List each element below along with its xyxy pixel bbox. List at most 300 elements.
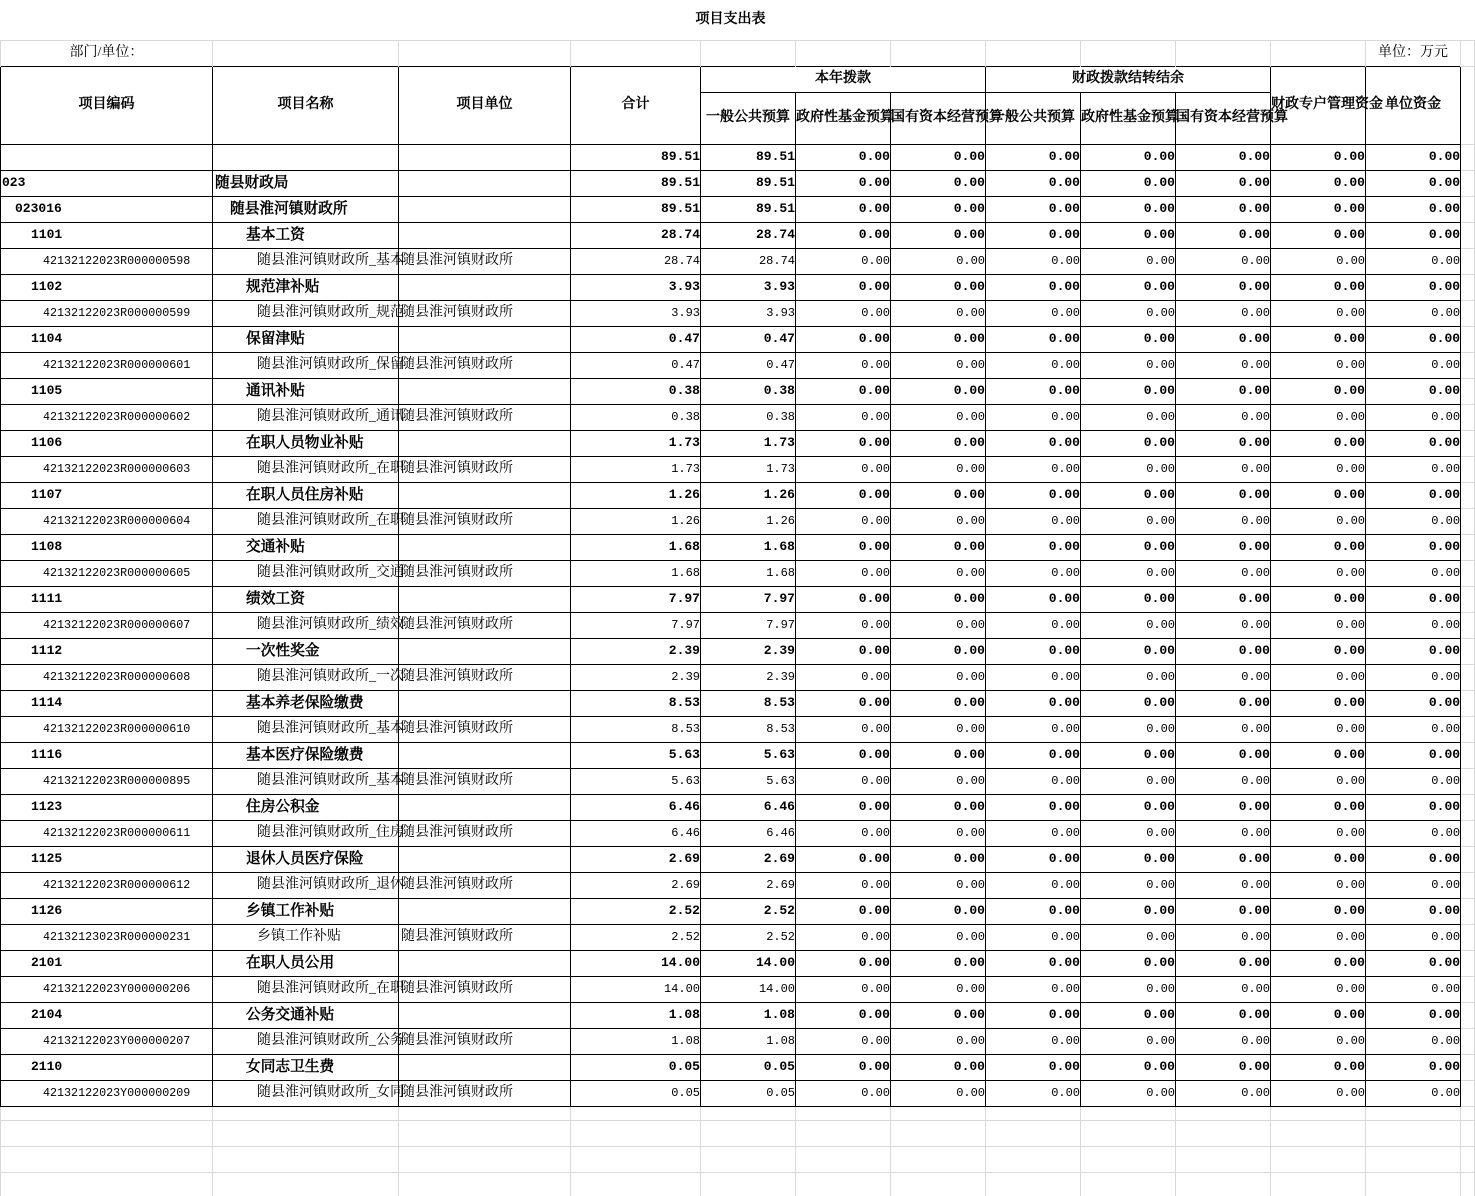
- cell-general-public-budget[interactable]: 2.52: [701, 924, 796, 950]
- cell-project-code[interactable]: 1104: [1, 326, 213, 352]
- cell-project-code[interactable]: 42132122023R000000601: [1, 352, 213, 378]
- empty-cell[interactable]: [1366, 1146, 1461, 1172]
- cell-general-public-budget[interactable]: 5.63: [701, 768, 796, 794]
- cell-project-code[interactable]: 1108: [1, 534, 213, 560]
- cell-government-fund-budget[interactable]: 0.00: [796, 1080, 891, 1106]
- empty-cell[interactable]: [986, 1106, 1081, 1120]
- cell-general-public-budget[interactable]: 0.47: [701, 326, 796, 352]
- cell-carryover-general-public-budget[interactable]: 0.00: [986, 898, 1081, 924]
- empty-cell[interactable]: [1081, 1106, 1176, 1120]
- empty-cell[interactable]: [1271, 1146, 1366, 1172]
- cell-project-code[interactable]: 023: [1, 170, 213, 196]
- cell-general-public-budget[interactable]: 1.73: [701, 430, 796, 456]
- cell-state-capital-budget[interactable]: 0.00: [891, 534, 986, 560]
- empty-cell[interactable]: [701, 40, 796, 66]
- cell-government-fund-budget[interactable]: 0.00: [796, 534, 891, 560]
- empty-cell[interactable]: [1461, 352, 1475, 378]
- cell-government-fund-budget[interactable]: 0.00: [796, 872, 891, 898]
- cell-carryover-government-fund-budget[interactable]: 0.00: [1081, 430, 1176, 456]
- cell-special-account-funds[interactable]: 0.00: [1271, 378, 1366, 404]
- cell-unit-funds[interactable]: 0.00: [1366, 768, 1461, 794]
- unit-label[interactable]: 单位：万元: [1366, 40, 1461, 66]
- empty-cell[interactable]: [796, 40, 891, 66]
- cell-project-code[interactable]: 1101: [1, 222, 213, 248]
- cell-government-fund-budget[interactable]: 0.00: [796, 248, 891, 274]
- cell-total[interactable]: 1.26: [571, 482, 701, 508]
- cell-special-account-funds[interactable]: 0.00: [1271, 534, 1366, 560]
- cell-state-capital-budget[interactable]: 0.00: [891, 222, 986, 248]
- cell-carryover-state-capital-budget[interactable]: 0.00: [1176, 716, 1271, 742]
- empty-cell[interactable]: [213, 1172, 399, 1196]
- cell-project-name[interactable]: 随县淮河镇财政所_公务: [213, 1028, 399, 1054]
- cell-carryover-government-fund-budget[interactable]: 0.00: [1081, 404, 1176, 430]
- empty-cell[interactable]: [796, 1106, 891, 1120]
- cell-project-code[interactable]: 42132122023R000000611: [1, 820, 213, 846]
- cell-carryover-general-public-budget[interactable]: 0.00: [986, 456, 1081, 482]
- cell-carryover-state-capital-budget[interactable]: 0.00: [1176, 508, 1271, 534]
- cell-carryover-state-capital-budget[interactable]: 0.00: [1176, 378, 1271, 404]
- empty-cell[interactable]: [796, 1172, 891, 1196]
- cell-carryover-general-public-budget[interactable]: 0.00: [986, 508, 1081, 534]
- cell-carryover-government-fund-budget[interactable]: 0.00: [1081, 924, 1176, 950]
- cell-carryover-state-capital-budget[interactable]: 0.00: [1176, 820, 1271, 846]
- cell-government-fund-budget[interactable]: 0.00: [796, 976, 891, 1002]
- cell-total[interactable]: 14.00: [571, 976, 701, 1002]
- cell-general-public-budget[interactable]: 1.68: [701, 534, 796, 560]
- cell-state-capital-budget[interactable]: 0.00: [891, 196, 986, 222]
- cell-project-name[interactable]: 随县淮河镇财政所_住房: [213, 820, 399, 846]
- cell-unit-funds[interactable]: 0.00: [1366, 950, 1461, 976]
- empty-cell[interactable]: [1366, 1172, 1461, 1196]
- empty-cell[interactable]: [571, 1120, 701, 1146]
- cell-general-public-budget[interactable]: 6.46: [701, 794, 796, 820]
- cell-carryover-state-capital-budget[interactable]: 0.00: [1176, 1080, 1271, 1106]
- cell-unit-funds[interactable]: 0.00: [1366, 404, 1461, 430]
- cell-carryover-government-fund-budget[interactable]: 0.00: [1081, 248, 1176, 274]
- cell-unit-funds[interactable]: 0.00: [1366, 274, 1461, 300]
- cell-project-unit[interactable]: 随县淮河镇财政所: [399, 716, 571, 742]
- cell-total[interactable]: 7.97: [571, 612, 701, 638]
- empty-cell[interactable]: [1081, 1120, 1176, 1146]
- empty-cell[interactable]: [1461, 768, 1475, 794]
- cell-project-code[interactable]: [1, 144, 213, 170]
- cell-unit-funds[interactable]: 0.00: [1366, 586, 1461, 612]
- empty-cell[interactable]: [1271, 1106, 1366, 1120]
- cell-total[interactable]: 1.68: [571, 560, 701, 586]
- cell-carryover-government-fund-budget[interactable]: 0.00: [1081, 1080, 1176, 1106]
- empty-cell[interactable]: [1461, 846, 1475, 872]
- header-carryover-general-public-budget[interactable]: 一般公共预算: [986, 92, 1081, 144]
- cell-government-fund-budget[interactable]: 0.00: [796, 898, 891, 924]
- cell-unit-funds[interactable]: 0.00: [1366, 456, 1461, 482]
- empty-cell[interactable]: [1461, 1172, 1475, 1196]
- cell-project-unit[interactable]: 随县淮河镇财政所: [399, 508, 571, 534]
- cell-carryover-general-public-budget[interactable]: 0.00: [986, 924, 1081, 950]
- cell-state-capital-budget[interactable]: 0.00: [891, 1080, 986, 1106]
- cell-project-unit[interactable]: [399, 950, 571, 976]
- cell-general-public-budget[interactable]: 14.00: [701, 950, 796, 976]
- cell-unit-funds[interactable]: 0.00: [1366, 248, 1461, 274]
- empty-cell[interactable]: [1461, 976, 1475, 1002]
- cell-project-code[interactable]: 42132123023R000000231: [1, 924, 213, 950]
- cell-project-code[interactable]: 42132122023Y000000207: [1, 1028, 213, 1054]
- cell-carryover-state-capital-budget[interactable]: 0.00: [1176, 482, 1271, 508]
- empty-cell[interactable]: [1461, 872, 1475, 898]
- cell-state-capital-budget[interactable]: 0.00: [891, 924, 986, 950]
- cell-carryover-state-capital-budget[interactable]: 0.00: [1176, 950, 1271, 976]
- cell-project-unit[interactable]: 随县淮河镇财政所: [399, 456, 571, 482]
- empty-cell[interactable]: [891, 1106, 986, 1120]
- cell-carryover-government-fund-budget[interactable]: 0.00: [1081, 742, 1176, 768]
- cell-project-name[interactable]: 随县淮河镇财政所_退休: [213, 872, 399, 898]
- cell-state-capital-budget[interactable]: 0.00: [891, 820, 986, 846]
- empty-cell[interactable]: [1461, 1120, 1475, 1146]
- cell-unit-funds[interactable]: 0.00: [1366, 352, 1461, 378]
- empty-cell[interactable]: [1176, 40, 1271, 66]
- cell-project-name[interactable]: 随县淮河镇财政所_通讯: [213, 404, 399, 430]
- cell-carryover-general-public-budget[interactable]: 0.00: [986, 950, 1081, 976]
- header-project-name[interactable]: 项目名称: [213, 66, 399, 144]
- cell-government-fund-budget[interactable]: 0.00: [796, 638, 891, 664]
- cell-total[interactable]: 89.51: [571, 144, 701, 170]
- cell-carryover-government-fund-budget[interactable]: 0.00: [1081, 534, 1176, 560]
- cell-carryover-government-fund-budget[interactable]: 0.00: [1081, 638, 1176, 664]
- cell-carryover-state-capital-budget[interactable]: 0.00: [1176, 1002, 1271, 1028]
- cell-government-fund-budget[interactable]: 0.00: [796, 768, 891, 794]
- cell-carryover-general-public-budget[interactable]: 0.00: [986, 976, 1081, 1002]
- cell-general-public-budget[interactable]: 2.69: [701, 846, 796, 872]
- cell-government-fund-budget[interactable]: 0.00: [796, 404, 891, 430]
- cell-total[interactable]: 8.53: [571, 690, 701, 716]
- cell-special-account-funds[interactable]: 0.00: [1271, 222, 1366, 248]
- cell-state-capital-budget[interactable]: 0.00: [891, 768, 986, 794]
- cell-unit-funds[interactable]: 0.00: [1366, 872, 1461, 898]
- empty-cell[interactable]: [1461, 248, 1475, 274]
- cell-carryover-state-capital-budget[interactable]: 0.00: [1176, 196, 1271, 222]
- empty-cell[interactable]: [1461, 274, 1475, 300]
- cell-project-unit[interactable]: [399, 586, 571, 612]
- cell-carryover-government-fund-budget[interactable]: 0.00: [1081, 690, 1176, 716]
- empty-cell[interactable]: [1, 1106, 213, 1120]
- cell-total[interactable]: 6.46: [571, 794, 701, 820]
- empty-cell[interactable]: [1271, 40, 1366, 66]
- cell-project-unit[interactable]: [399, 378, 571, 404]
- cell-project-name[interactable]: 随县淮河镇财政所_规范: [213, 300, 399, 326]
- cell-general-public-budget[interactable]: 0.47: [701, 352, 796, 378]
- cell-state-capital-budget[interactable]: 0.00: [891, 1054, 986, 1080]
- cell-project-unit[interactable]: 随县淮河镇财政所: [399, 924, 571, 950]
- header-carryover-balance[interactable]: 财政拨款结转结余: [986, 66, 1271, 92]
- cell-government-fund-budget[interactable]: 0.00: [796, 924, 891, 950]
- empty-cell[interactable]: [986, 1172, 1081, 1196]
- cell-project-unit[interactable]: 随县淮河镇财政所: [399, 820, 571, 846]
- cell-project-code[interactable]: 2101: [1, 950, 213, 976]
- cell-general-public-budget[interactable]: 2.39: [701, 638, 796, 664]
- cell-carryover-state-capital-budget[interactable]: 0.00: [1176, 898, 1271, 924]
- empty-cell[interactable]: [1271, 1172, 1366, 1196]
- cell-project-name[interactable]: 一次性奖金: [213, 638, 399, 664]
- cell-project-unit[interactable]: 随县淮河镇财政所: [399, 768, 571, 794]
- cell-government-fund-budget[interactable]: 0.00: [796, 456, 891, 482]
- cell-special-account-funds[interactable]: 0.00: [1271, 638, 1366, 664]
- cell-total[interactable]: 0.38: [571, 378, 701, 404]
- cell-carryover-general-public-budget[interactable]: 0.00: [986, 1002, 1081, 1028]
- cell-project-code[interactable]: 42132122023Y000000209: [1, 1080, 213, 1106]
- cell-carryover-general-public-budget[interactable]: 0.00: [986, 612, 1081, 638]
- cell-project-unit[interactable]: 随县淮河镇财政所: [399, 300, 571, 326]
- cell-project-code[interactable]: 2110: [1, 1054, 213, 1080]
- cell-carryover-government-fund-budget[interactable]: 0.00: [1081, 1054, 1176, 1080]
- cell-unit-funds[interactable]: 0.00: [1366, 976, 1461, 1002]
- empty-cell[interactable]: [891, 1146, 986, 1172]
- cell-carryover-general-public-budget[interactable]: 0.00: [986, 248, 1081, 274]
- cell-unit-funds[interactable]: 0.00: [1366, 326, 1461, 352]
- cell-project-code[interactable]: 42132122023R000000607: [1, 612, 213, 638]
- cell-project-name[interactable]: 住房公积金: [213, 794, 399, 820]
- cell-project-name[interactable]: 随县淮河镇财政所_在职: [213, 976, 399, 1002]
- cell-state-capital-budget[interactable]: 0.00: [891, 144, 986, 170]
- cell-carryover-state-capital-budget[interactable]: 0.00: [1176, 1054, 1271, 1080]
- cell-total[interactable]: 2.52: [571, 924, 701, 950]
- empty-cell[interactable]: [1461, 1028, 1475, 1054]
- empty-cell[interactable]: [1461, 0, 1475, 40]
- cell-general-public-budget[interactable]: 1.26: [701, 482, 796, 508]
- cell-carryover-government-fund-budget[interactable]: 0.00: [1081, 1002, 1176, 1028]
- cell-total[interactable]: 2.52: [571, 898, 701, 924]
- cell-unit-funds[interactable]: 0.00: [1366, 638, 1461, 664]
- cell-unit-funds[interactable]: 0.00: [1366, 222, 1461, 248]
- cell-carryover-government-fund-budget[interactable]: 0.00: [1081, 378, 1176, 404]
- cell-project-name[interactable]: 随县淮河镇财政所_绩效: [213, 612, 399, 638]
- cell-state-capital-budget[interactable]: 0.00: [891, 612, 986, 638]
- cell-carryover-general-public-budget[interactable]: 0.00: [986, 664, 1081, 690]
- cell-carryover-general-public-budget[interactable]: 0.00: [986, 716, 1081, 742]
- cell-general-public-budget[interactable]: 1.26: [701, 508, 796, 534]
- cell-special-account-funds[interactable]: 0.00: [1271, 170, 1366, 196]
- cell-carryover-government-fund-budget[interactable]: 0.00: [1081, 300, 1176, 326]
- empty-cell[interactable]: [1461, 794, 1475, 820]
- cell-general-public-budget[interactable]: 3.93: [701, 274, 796, 300]
- cell-total[interactable]: 2.39: [571, 664, 701, 690]
- cell-unit-funds[interactable]: 0.00: [1366, 300, 1461, 326]
- department-label[interactable]: 部门/单位：: [1, 40, 213, 66]
- cell-state-capital-budget[interactable]: 0.00: [891, 456, 986, 482]
- cell-general-public-budget[interactable]: 7.97: [701, 612, 796, 638]
- header-project-code[interactable]: 项目编码: [1, 66, 213, 144]
- cell-project-unit[interactable]: [399, 1054, 571, 1080]
- cell-government-fund-budget[interactable]: 0.00: [796, 482, 891, 508]
- cell-project-unit[interactable]: 随县淮河镇财政所: [399, 352, 571, 378]
- cell-carryover-state-capital-budget[interactable]: 0.00: [1176, 144, 1271, 170]
- cell-carryover-government-fund-budget[interactable]: 0.00: [1081, 612, 1176, 638]
- cell-project-unit[interactable]: [399, 430, 571, 456]
- cell-carryover-state-capital-budget[interactable]: 0.00: [1176, 690, 1271, 716]
- cell-special-account-funds[interactable]: 0.00: [1271, 248, 1366, 274]
- cell-government-fund-budget[interactable]: 0.00: [796, 1002, 891, 1028]
- cell-project-code[interactable]: 1102: [1, 274, 213, 300]
- cell-state-capital-budget[interactable]: 0.00: [891, 664, 986, 690]
- empty-cell[interactable]: [1461, 1080, 1475, 1106]
- cell-government-fund-budget[interactable]: 0.00: [796, 794, 891, 820]
- empty-cell[interactable]: [1081, 1146, 1176, 1172]
- cell-project-code[interactable]: 42132122023R000000598: [1, 248, 213, 274]
- cell-government-fund-budget[interactable]: 0.00: [796, 586, 891, 612]
- cell-total[interactable]: 3.93: [571, 300, 701, 326]
- cell-carryover-government-fund-budget[interactable]: 0.00: [1081, 274, 1176, 300]
- header-general-public-budget[interactable]: 一般公共预算: [701, 92, 796, 144]
- cell-project-name[interactable]: 基本医疗保险缴费: [213, 742, 399, 768]
- cell-general-public-budget[interactable]: 1.08: [701, 1002, 796, 1028]
- cell-carryover-general-public-budget[interactable]: 0.00: [986, 768, 1081, 794]
- cell-special-account-funds[interactable]: 0.00: [1271, 456, 1366, 482]
- cell-state-capital-budget[interactable]: 0.00: [891, 586, 986, 612]
- cell-project-unit[interactable]: [399, 196, 571, 222]
- cell-project-name[interactable]: 交通补贴: [213, 534, 399, 560]
- empty-cell[interactable]: [1461, 222, 1475, 248]
- cell-unit-funds[interactable]: 0.00: [1366, 898, 1461, 924]
- cell-carryover-general-public-budget[interactable]: 0.00: [986, 196, 1081, 222]
- empty-cell[interactable]: [213, 1106, 399, 1120]
- cell-special-account-funds[interactable]: 0.00: [1271, 482, 1366, 508]
- header-carryover-government-fund-budget[interactable]: 政府性基金预算: [1081, 92, 1176, 144]
- empty-cell[interactable]: [399, 1106, 571, 1120]
- cell-government-fund-budget[interactable]: 0.00: [796, 274, 891, 300]
- empty-cell[interactable]: [1461, 1002, 1475, 1028]
- cell-state-capital-budget[interactable]: 0.00: [891, 482, 986, 508]
- cell-carryover-general-public-budget[interactable]: 0.00: [986, 1080, 1081, 1106]
- cell-special-account-funds[interactable]: 0.00: [1271, 586, 1366, 612]
- empty-cell[interactable]: [1461, 742, 1475, 768]
- cell-general-public-budget[interactable]: 8.53: [701, 690, 796, 716]
- cell-government-fund-budget[interactable]: 0.00: [796, 300, 891, 326]
- cell-project-name[interactable]: 随县淮河镇财政所_一次: [213, 664, 399, 690]
- cell-total[interactable]: 28.74: [571, 248, 701, 274]
- cell-unit-funds[interactable]: 0.00: [1366, 846, 1461, 872]
- cell-special-account-funds[interactable]: 0.00: [1271, 326, 1366, 352]
- empty-cell[interactable]: [1461, 950, 1475, 976]
- cell-state-capital-budget[interactable]: 0.00: [891, 638, 986, 664]
- empty-cell[interactable]: [1461, 924, 1475, 950]
- empty-cell[interactable]: [571, 1146, 701, 1172]
- cell-government-fund-budget[interactable]: 0.00: [796, 716, 891, 742]
- cell-project-code[interactable]: 42132122023R000000603: [1, 456, 213, 482]
- empty-cell[interactable]: [1461, 326, 1475, 352]
- cell-carryover-general-public-budget[interactable]: 0.00: [986, 430, 1081, 456]
- empty-cell[interactable]: [1176, 1106, 1271, 1120]
- empty-cell[interactable]: [571, 40, 701, 66]
- cell-project-name[interactable]: 随县财政局: [213, 170, 399, 196]
- cell-total[interactable]: 5.63: [571, 742, 701, 768]
- cell-project-name[interactable]: [213, 144, 399, 170]
- empty-cell[interactable]: [213, 1146, 399, 1172]
- empty-cell[interactable]: [1461, 820, 1475, 846]
- cell-project-name[interactable]: 随县淮河镇财政所_女同: [213, 1080, 399, 1106]
- cell-unit-funds[interactable]: 0.00: [1366, 1080, 1461, 1106]
- cell-total[interactable]: 89.51: [571, 196, 701, 222]
- cell-project-code[interactable]: 42132122023R000000612: [1, 872, 213, 898]
- cell-carryover-state-capital-budget[interactable]: 0.00: [1176, 274, 1271, 300]
- cell-project-code[interactable]: 42132122023R000000599: [1, 300, 213, 326]
- cell-carryover-general-public-budget[interactable]: 0.00: [986, 482, 1081, 508]
- empty-cell[interactable]: [1461, 378, 1475, 404]
- cell-carryover-government-fund-budget[interactable]: 0.00: [1081, 482, 1176, 508]
- cell-project-code[interactable]: 1105: [1, 378, 213, 404]
- cell-general-public-budget[interactable]: 6.46: [701, 820, 796, 846]
- cell-project-code[interactable]: 1107: [1, 482, 213, 508]
- cell-total[interactable]: 14.00: [571, 950, 701, 976]
- cell-unit-funds[interactable]: 0.00: [1366, 508, 1461, 534]
- cell-project-unit[interactable]: 随县淮河镇财政所: [399, 664, 571, 690]
- cell-state-capital-budget[interactable]: 0.00: [891, 716, 986, 742]
- cell-special-account-funds[interactable]: 0.00: [1271, 430, 1366, 456]
- cell-project-unit[interactable]: [399, 326, 571, 352]
- empty-cell[interactable]: [213, 1120, 399, 1146]
- cell-project-unit[interactable]: [399, 144, 571, 170]
- empty-cell[interactable]: [701, 1106, 796, 1120]
- empty-cell[interactable]: [701, 1172, 796, 1196]
- empty-cell[interactable]: [213, 40, 399, 66]
- cell-carryover-state-capital-budget[interactable]: 0.00: [1176, 742, 1271, 768]
- cell-special-account-funds[interactable]: 0.00: [1271, 924, 1366, 950]
- cell-general-public-budget[interactable]: 1.08: [701, 1028, 796, 1054]
- cell-special-account-funds[interactable]: 0.00: [1271, 144, 1366, 170]
- cell-carryover-general-public-budget[interactable]: 0.00: [986, 534, 1081, 560]
- empty-cell[interactable]: [1176, 1120, 1271, 1146]
- empty-cell[interactable]: [1461, 404, 1475, 430]
- empty-cell[interactable]: [796, 1120, 891, 1146]
- cell-special-account-funds[interactable]: 0.00: [1271, 404, 1366, 430]
- cell-state-capital-budget[interactable]: 0.00: [891, 950, 986, 976]
- cell-carryover-general-public-budget[interactable]: 0.00: [986, 560, 1081, 586]
- cell-unit-funds[interactable]: 0.00: [1366, 430, 1461, 456]
- empty-cell[interactable]: [1461, 170, 1475, 196]
- cell-unit-funds[interactable]: 0.00: [1366, 820, 1461, 846]
- cell-carryover-government-fund-budget[interactable]: 0.00: [1081, 196, 1176, 222]
- header-carryover-state-capital-budget[interactable]: 国有资本经营预算: [1176, 92, 1271, 144]
- cell-total[interactable]: 28.74: [571, 222, 701, 248]
- cell-special-account-funds[interactable]: 0.00: [1271, 846, 1366, 872]
- empty-cell[interactable]: [1, 1172, 213, 1196]
- empty-cell[interactable]: [1, 1120, 213, 1146]
- cell-total[interactable]: 6.46: [571, 820, 701, 846]
- cell-carryover-general-public-budget[interactable]: 0.00: [986, 690, 1081, 716]
- header-current-year-appropriation[interactable]: 本年拨款: [701, 66, 986, 92]
- cell-special-account-funds[interactable]: 0.00: [1271, 716, 1366, 742]
- cell-government-fund-budget[interactable]: 0.00: [796, 950, 891, 976]
- cell-carryover-general-public-budget[interactable]: 0.00: [986, 352, 1081, 378]
- cell-government-fund-budget[interactable]: 0.00: [796, 326, 891, 352]
- cell-carryover-state-capital-budget[interactable]: 0.00: [1176, 534, 1271, 560]
- cell-carryover-general-public-budget[interactable]: 0.00: [986, 1028, 1081, 1054]
- cell-unit-funds[interactable]: 0.00: [1366, 378, 1461, 404]
- cell-total[interactable]: 1.08: [571, 1002, 701, 1028]
- empty-cell[interactable]: [1, 1146, 213, 1172]
- cell-general-public-budget[interactable]: 2.39: [701, 664, 796, 690]
- cell-state-capital-budget[interactable]: 0.00: [891, 170, 986, 196]
- cell-project-name[interactable]: 乡镇工作补贴: [213, 924, 399, 950]
- cell-total[interactable]: 8.53: [571, 716, 701, 742]
- cell-project-code[interactable]: 1114: [1, 690, 213, 716]
- cell-unit-funds[interactable]: 0.00: [1366, 170, 1461, 196]
- empty-cell[interactable]: [1461, 664, 1475, 690]
- cell-carryover-government-fund-budget[interactable]: 0.00: [1081, 586, 1176, 612]
- cell-project-code[interactable]: 42132122023R000000605: [1, 560, 213, 586]
- cell-state-capital-budget[interactable]: 0.00: [891, 742, 986, 768]
- cell-carryover-general-public-budget[interactable]: 0.00: [986, 300, 1081, 326]
- cell-project-name[interactable]: 在职人员公用: [213, 950, 399, 976]
- cell-carryover-state-capital-budget[interactable]: 0.00: [1176, 248, 1271, 274]
- cell-carryover-state-capital-budget[interactable]: 0.00: [1176, 638, 1271, 664]
